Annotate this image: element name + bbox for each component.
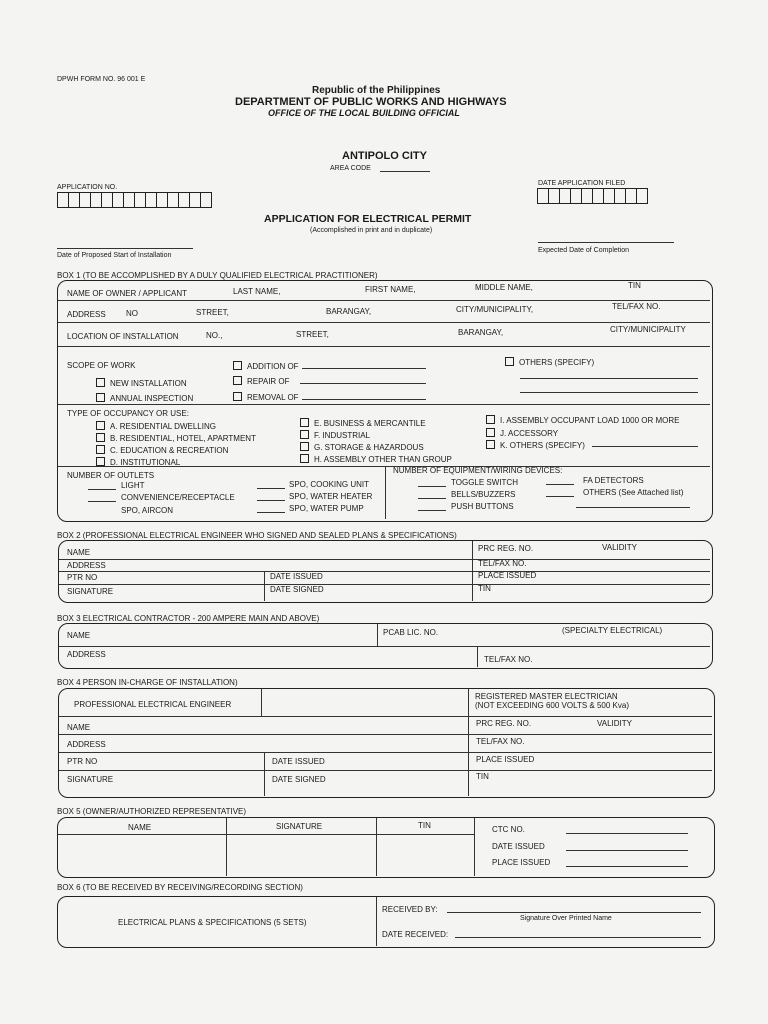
- box4-pee-label: PROFESSIONAL ELECTRICAL ENGINEER: [74, 700, 232, 709]
- equip-fa-detectors: FA DETECTORS: [583, 476, 644, 485]
- box5-name-label: NAME: [128, 823, 152, 832]
- box4-ptr-label: PTR NO: [67, 757, 98, 766]
- box2-prc-label: PRC REG. NO.: [478, 544, 534, 553]
- box4-address-label: ADDRESS: [67, 740, 106, 749]
- box5-signature-label: SIGNATURE: [276, 822, 323, 831]
- box3-telfax-label: TEL/FAX NO.: [484, 655, 533, 664]
- occ-d[interactable]: D. INSTITUTIONAL: [96, 457, 180, 467]
- box4-telfax-label: TEL/FAX NO.: [476, 737, 525, 746]
- outlets-label: NUMBER OF OUTLETS: [67, 471, 155, 480]
- checkbox-icon[interactable]: [96, 457, 105, 466]
- occ-b[interactable]: B. RESIDENTIAL, HOTEL, APARTMENT: [96, 433, 256, 443]
- checkbox-icon[interactable]: [300, 418, 309, 427]
- equip-bells: BELLS/BUZZERS: [451, 490, 516, 499]
- scope-others[interactable]: OTHERS (SPECIFY): [505, 357, 594, 367]
- outlet-convenience: CONVENIENCE/RECEPTACLE: [121, 493, 235, 502]
- box5-heading: BOX 5 (OWNER/AUTHORIZED REPRESENTATIVE): [57, 807, 247, 816]
- box1-heading: BOX 1 (TO BE ACCOMPLISHED BY A DULY QUALIFIED ELECTRICAL PRACTITIONER): [57, 271, 378, 280]
- application-no-cells[interactable]: [57, 192, 212, 208]
- location-city-label: CITY/MUNICIPALITY: [610, 325, 686, 334]
- box4-tin-label: TIN: [476, 772, 489, 781]
- location-street-label: STREET,: [296, 330, 329, 339]
- completion-date-line[interactable]: [538, 242, 674, 243]
- box2-address-label: ADDRESS: [67, 561, 106, 570]
- scope-label: SCOPE OF WORK: [67, 361, 136, 370]
- outlet-water-heater: SPO, WATER HEATER: [289, 492, 373, 501]
- occ-f[interactable]: F. INDUSTRIAL: [300, 430, 370, 440]
- address-no-label: NO: [126, 309, 138, 318]
- office-label: OFFICE OF THE LOCAL BUILDING OFFICIAL: [268, 108, 460, 118]
- application-no-label: APPLICATION NO.: [57, 184, 118, 191]
- department-label: DEPARTMENT OF PUBLIC WORKS AND HIGHWAYS: [235, 96, 507, 108]
- completion-date-label: Expected Date of Completion: [538, 247, 630, 254]
- start-date-line[interactable]: [57, 248, 193, 249]
- box4-name-label: NAME: [67, 723, 91, 732]
- owner-tin-label: TIN: [628, 281, 641, 290]
- location-label: LOCATION OF INSTALLATION: [67, 332, 179, 341]
- box6-received-by-label: RECEIVED BY:: [382, 905, 438, 914]
- address-city-label: CITY/MUNICIPALITY,: [456, 305, 534, 314]
- area-code-line: [380, 171, 430, 172]
- box4-place-issued-label: PLACE ISSUED: [476, 755, 535, 764]
- outlet-aircon: SPO, AIRCON: [121, 506, 174, 515]
- box3-pcab-label: PCAB LIC. NO.: [383, 628, 439, 637]
- form-title: APPLICATION FOR ELECTRICAL PERMIT: [264, 213, 472, 225]
- owner-telfax-label: TEL/FAX NO.: [612, 302, 661, 311]
- form-subtitle: (Accomplished in print and in duplicate): [310, 227, 433, 234]
- box2-telfax-label: TEL/FAX NO.: [478, 559, 527, 568]
- box3-address-label: ADDRESS: [67, 650, 106, 659]
- box2-validity-label: VALIDITY: [602, 543, 637, 552]
- box3-specialty-label: (SPECIALTY ELECTRICAL): [562, 626, 663, 635]
- checkbox-icon[interactable]: [300, 430, 309, 439]
- republic-label: Republic of the Philippines: [312, 85, 441, 96]
- middle-name-label: MIDDLE NAME,: [475, 283, 533, 292]
- box2-heading: BOX 2 (PROFESSIONAL ELECTRICAL ENGINEER WHO SIGNED AND SEALED PLANS & SPECIFICATIONS): [57, 531, 457, 540]
- box5-place-issued-label: PLACE ISSUED: [492, 858, 551, 867]
- box2-place-issued-label: PLACE ISSUED: [478, 571, 537, 580]
- box4-rme-label: REGISTERED MASTER ELECTRICIAN: [475, 692, 618, 701]
- occ-a[interactable]: A. RESIDENTIAL DWELLING: [96, 421, 216, 431]
- checkbox-icon[interactable]: [486, 428, 495, 437]
- box5-tin-label: TIN: [418, 821, 431, 830]
- address-label: ADDRESS: [67, 310, 106, 319]
- box2-name-label: NAME: [67, 548, 91, 557]
- area-code-label: AREA CODE: [330, 165, 371, 172]
- outlet-light: LIGHT: [121, 481, 145, 490]
- location-no-label: NO.,: [206, 331, 223, 340]
- box3-heading: BOX 3 ELECTRICAL CONTRACTOR - 200 AMPERE MAIN AND ABOVE): [57, 614, 320, 623]
- city-label: ANTIPOLO CITY: [342, 150, 427, 162]
- occ-h[interactable]: H. ASSEMBLY OTHER THAN GROUP: [300, 454, 452, 464]
- box2-date-issued-label: DATE ISSUED: [270, 572, 323, 581]
- box4-date-signed-label: DATE SIGNED: [272, 775, 326, 784]
- checkbox-icon[interactable]: [486, 415, 495, 424]
- box2-ptr-label: PTR NO: [67, 573, 98, 582]
- checkbox-icon[interactable]: [233, 361, 242, 370]
- box6-date-received-label: DATE RECEIVED:: [382, 930, 449, 939]
- checkbox-icon[interactable]: [300, 454, 309, 463]
- outlet-water-pump: SPO, WATER PUMP: [289, 504, 364, 513]
- box4-validity-label: VALIDITY: [597, 719, 632, 728]
- start-date-label: Date of Proposed Start of Installation: [57, 252, 172, 259]
- box4-prc-label: PRC REG. NO.: [476, 719, 532, 728]
- occ-e[interactable]: E. BUSINESS & MERCANTILE: [300, 418, 426, 428]
- occ-c[interactable]: C. EDUCATION & RECREATION: [96, 445, 228, 455]
- box2-tin-label: TIN: [478, 584, 491, 593]
- checkbox-icon[interactable]: [96, 421, 105, 430]
- occ-g[interactable]: G. STORAGE & HAZARDOUS: [300, 442, 424, 452]
- first-name-label: FIRST NAME,: [365, 285, 416, 294]
- location-barangay-label: BARANGAY,: [458, 328, 504, 337]
- box4-rme-limit: (NOT EXCEEDING 600 VOLTS & 500 Kva): [475, 701, 629, 710]
- equipment-label: NUMBER OF EQUIPMENT/WIRING DEVICES:: [393, 466, 563, 475]
- date-filed-cells[interactable]: [537, 188, 648, 204]
- box5-date-issued-label: DATE ISSUED: [492, 842, 545, 851]
- box2-date-signed-label: DATE SIGNED: [270, 585, 324, 594]
- owner-label: NAME OF OWNER / APPLICANT: [67, 289, 188, 298]
- checkbox-icon[interactable]: [96, 433, 105, 442]
- scope-addition[interactable]: ADDITION OF: [233, 361, 299, 371]
- equip-others: OTHERS (See Attached list): [583, 488, 684, 497]
- scope-repair[interactable]: REPAIR OF: [233, 376, 290, 386]
- box3-name-label: NAME: [67, 631, 91, 640]
- scope-new-installation[interactable]: NEW INSTALLATION: [96, 378, 187, 388]
- checkbox-icon[interactable]: [505, 357, 514, 366]
- checkbox-icon[interactable]: [233, 376, 242, 385]
- occ-k[interactable]: K. OTHERS (SPECIFY): [486, 440, 585, 450]
- checkbox-icon[interactable]: [486, 440, 495, 449]
- equip-toggle-switch: TOGGLE SWITCH: [451, 478, 518, 487]
- last-name-label: LAST NAME,: [233, 287, 281, 296]
- equip-push-buttons: PUSH BUTTONS: [451, 502, 514, 511]
- box5-frame: [57, 817, 715, 878]
- address-street-label: STREET,: [196, 308, 229, 317]
- box6-plans-label: ELECTRICAL PLANS & SPECIFICATIONS (5 SETS): [118, 918, 307, 927]
- box4-signature-label: SIGNATURE: [67, 775, 114, 784]
- checkbox-icon[interactable]: [233, 392, 242, 401]
- checkbox-icon[interactable]: [96, 378, 105, 387]
- date-filed-label: DATE APPLICATION FILED: [538, 180, 626, 187]
- form-number: DPWH FORM NO. 96 001 E: [57, 76, 146, 83]
- outlet-cooking: SPO, COOKING UNIT: [289, 480, 370, 489]
- box4-date-issued-label: DATE ISSUED: [272, 757, 325, 766]
- checkbox-icon[interactable]: [96, 445, 105, 454]
- address-barangay-label: BARANGAY,: [326, 307, 372, 316]
- box5-ctc-label: CTC NO.: [492, 825, 525, 834]
- occupancy-label: TYPE OF OCCUPANCY OR USE:: [67, 409, 189, 418]
- scope-annual-inspection[interactable]: ANNUAL INSPECTION: [96, 393, 193, 403]
- box6-signature-caption: Signature Over Printed Name: [520, 915, 612, 922]
- occ-j[interactable]: J. ACCESSORY: [486, 428, 558, 438]
- checkbox-icon[interactable]: [300, 442, 309, 451]
- checkbox-icon[interactable]: [96, 393, 105, 402]
- box4-heading: BOX 4 PERSON IN-CHARGE OF INSTALLATION): [57, 678, 238, 687]
- scope-removal[interactable]: REMOVAL OF: [233, 392, 299, 402]
- occ-i[interactable]: I. ASSEMBLY OCCUPANT LOAD 1000 OR MORE: [486, 415, 679, 425]
- box6-heading: BOX 6 (TO BE RECEIVED BY RECEIVING/RECORDING SECTION): [57, 883, 303, 892]
- box2-signature-label: SIGNATURE: [67, 587, 114, 596]
